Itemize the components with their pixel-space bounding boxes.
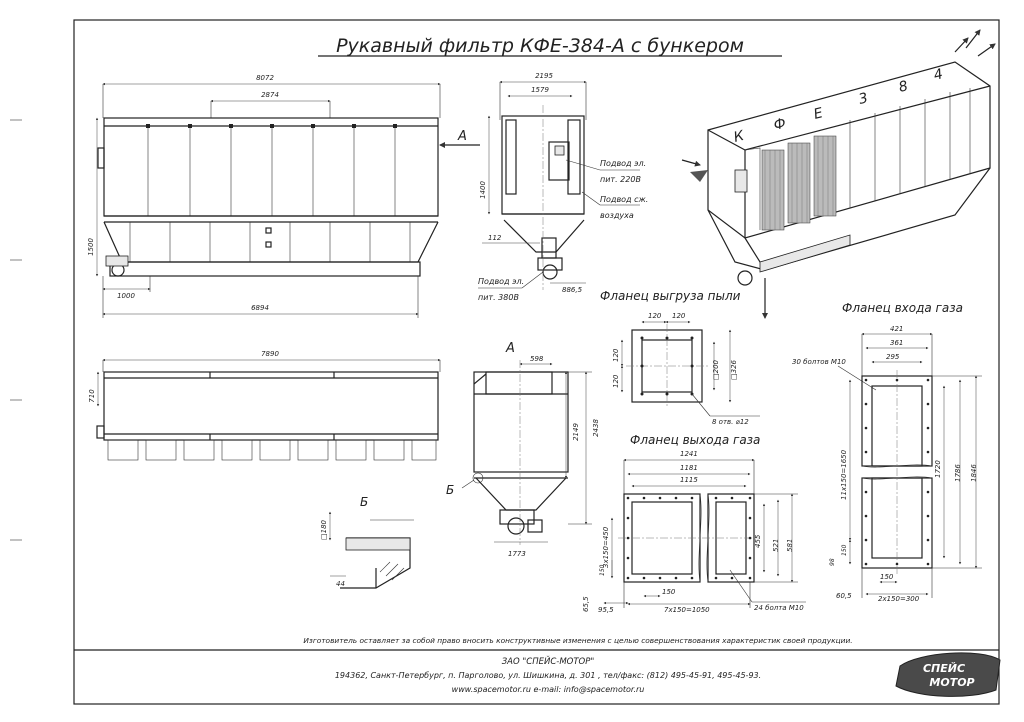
dim-go-mid: 1181 — [680, 464, 698, 472]
dim-go-pitch-h: 7х150=1050 — [664, 606, 710, 614]
dim-dust-inner: □200 — [712, 360, 720, 380]
dim-gi-h2: 1786 — [954, 464, 962, 482]
dim-gi-edge2: 98 — [829, 558, 836, 566]
flange-dust-outlet — [600, 289, 760, 426]
logo-line2: МОТОР — [929, 676, 975, 689]
dim-gi-outer: 421 — [890, 325, 904, 333]
company-name: ЗАО "СПЕЙС-МОТОР" — [501, 657, 595, 667]
flange-gas-inlet-title: Фланец входа газа — [842, 301, 963, 315]
detail-b-label: Б — [360, 495, 369, 509]
dim-dust-spacing-a: 120 — [648, 312, 662, 320]
dim-plan-length: 7890 — [261, 350, 279, 358]
dim-dust-vert-a: 120 — [612, 348, 620, 362]
dim-bottom-length: 6894 — [251, 304, 269, 312]
dim-gi-bottom-150: 150 — [880, 573, 894, 581]
flange-dust-title: Фланец выгруза пыли — [600, 289, 741, 303]
note-power-380-line1: Подвод эл. — [478, 277, 525, 286]
iso-letter-6: 4 — [932, 66, 945, 84]
iso-letter-4: 3 — [857, 90, 870, 108]
section-b-label: Б — [446, 483, 455, 497]
iso-letter-2: Ф — [772, 115, 788, 134]
gi-bolts-note: 30 болтов М10 — [792, 358, 846, 366]
dim-gi-h1: 1720 — [934, 460, 942, 478]
dim-bottom-offset: 112 — [488, 234, 502, 242]
dim-go-h1: 455 — [754, 534, 762, 548]
plan-view — [88, 350, 440, 460]
side-view — [478, 72, 648, 302]
dim-go-edge-b: 65,5 — [582, 596, 590, 612]
flange-gas-inlet — [792, 301, 982, 603]
dim-detail-square: □180 — [320, 520, 328, 540]
dim-va-bottom-width: 1773 — [508, 550, 526, 558]
dim-va-height-outer: 2438 — [592, 419, 600, 437]
dim-go-h3: 581 — [786, 538, 794, 552]
dim-side-height: 1400 — [479, 181, 487, 199]
dim-go-edge-l: 95,5 — [598, 606, 614, 614]
dim-left-offset: 1000 — [117, 292, 135, 300]
detail-b — [320, 495, 414, 588]
note-power-220-line1: Подвод эл. — [600, 159, 647, 168]
iso-letter-5: 8 — [897, 78, 910, 96]
dim-gi-mid: 361 — [890, 339, 904, 347]
company-web: www.spacemotor.ru e-mail: info@spacemotor.ru — [451, 685, 645, 694]
dim-go-inner: 1115 — [680, 476, 698, 484]
dim-dust-vert-b: 120 — [612, 374, 620, 388]
go-bolts-note: 24 болта М10 — [754, 604, 804, 612]
view-a-arrow-label: А — [458, 129, 467, 144]
front-view — [87, 74, 480, 318]
note-power-380-line2: пит. 380В — [478, 293, 519, 302]
dim-detail-offset: 44 — [336, 580, 345, 588]
iso-letter-3: Е — [812, 105, 825, 123]
company-logo — [896, 653, 1000, 697]
dim-front-height: 1500 — [87, 238, 95, 256]
dim-gi-pitch: 11х150=1650 — [840, 449, 848, 500]
dim-gi-inner: 295 — [886, 353, 900, 361]
drawing-title: Рукавный фильтр КФЕ-384-А с бункером — [336, 35, 744, 57]
dim-go-h2: 521 — [772, 538, 780, 552]
logo-line1: СПЕЙС — [922, 662, 966, 675]
binder-ticks — [10, 120, 22, 540]
dim-total-length: 8072 — [256, 74, 274, 82]
dim-go-outer: 1241 — [680, 450, 698, 458]
dim-gi-edge1: 150 — [841, 544, 848, 556]
note-power-220-line2: пит. 220В — [600, 175, 641, 184]
dim-outer-width: 2195 — [535, 72, 553, 80]
dim-va-height-inner: 2149 — [572, 423, 580, 441]
iso-letter-1: К — [732, 127, 746, 146]
dim-go-pitch-v: 3х150=450 — [602, 526, 610, 568]
company-address: 194362, Санкт-Петербург, п. Парголово, ул. Шишкина, д. 301 , тел/факс: (812) 495-45-91, 495-45-93. — [334, 671, 762, 680]
dust-holes-note: 8 отв. ⌀12 — [712, 418, 749, 426]
view-a-label: А — [506, 341, 515, 356]
dim-width-right: 886,5 — [562, 286, 583, 294]
dim-plan-width: 710 — [88, 389, 96, 403]
dim-go-bottom-150: 150 — [662, 588, 676, 596]
dim-dust-outer: □326 — [730, 360, 738, 380]
disclaimer: Изготовитель оставляет за собой право вносить конструктивные изменения с целью совершенствования характеристик своей продукции. — [303, 636, 853, 645]
dim-top-span: 2874 — [261, 91, 279, 99]
dim-gi-h3: 1846 — [970, 464, 978, 482]
dim-gi-pitch-bottom: 2х150=300 — [878, 595, 920, 603]
note-air-line2: воздуха — [600, 211, 634, 220]
flange-gas-outlet — [582, 433, 806, 614]
dim-gi-edge3: 60,5 — [836, 592, 852, 600]
dim-inner-width: 1579 — [531, 86, 549, 94]
dim-go-edge-v: 150 — [599, 564, 606, 576]
view-a — [446, 341, 600, 558]
flange-gas-outlet-title: Фланец выхода газа — [630, 433, 761, 447]
isometric-view — [682, 30, 995, 318]
dim-va-top-width: 598 — [530, 355, 544, 363]
note-air-line1: Подвод сж. — [600, 195, 649, 204]
dim-dust-spacing-b: 120 — [672, 312, 686, 320]
